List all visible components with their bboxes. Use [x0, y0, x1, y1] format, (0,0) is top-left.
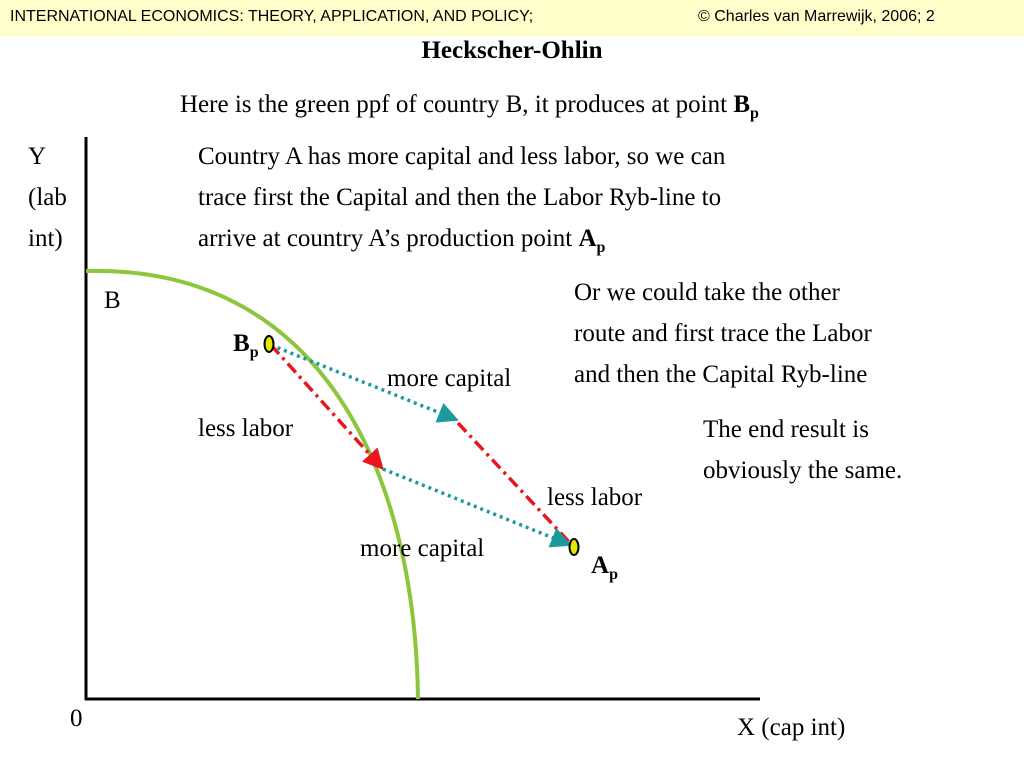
point-bp-label: [233, 329, 259, 362]
explanation-line-2: trace first the Capital and then the Labor Ryb-line to: [198, 184, 722, 211]
upper-less-labor-label: less labor: [198, 415, 294, 442]
y-axis-label-line-1: Y: [28, 143, 47, 170]
labor-ryb-line-left: [271, 345, 381, 467]
alternative-line-2: route and first trace the Labor: [574, 320, 872, 347]
point-bp-sub: p: [249, 344, 259, 361]
lower-less-labor-label: less labor: [547, 484, 643, 511]
slide-title: Heckscher-Ohlin: [421, 37, 603, 64]
point-ap-label: [591, 551, 618, 584]
upper-more-capital-label: more capital: [387, 365, 512, 392]
origin-label: 0: [70, 705, 83, 732]
point-bp-main: B: [233, 330, 250, 357]
explanation-point-sub: p: [596, 239, 606, 256]
x-axis-label: X (cap int): [737, 714, 846, 741]
y-axis-label-line-3: int): [28, 225, 63, 252]
conclusion-line-1: The end result is: [703, 416, 869, 443]
explanation-point-a: A: [578, 225, 597, 252]
point-ap-main: A: [591, 552, 610, 579]
lower-more-capital-label: more capital: [360, 535, 485, 562]
intro-point-b: B: [733, 91, 751, 118]
y-axis-label-line-2: (lab: [28, 184, 67, 211]
header-copyright: © Charles van Marrewijk, 2006; 2: [698, 8, 935, 25]
conclusion-line-2: obviously the same.: [703, 457, 903, 484]
intro-point-sub: p: [750, 105, 759, 122]
point-bp-marker: [265, 336, 274, 352]
alternative-line-3: and then the Capital Ryb-line: [574, 361, 868, 388]
capital-ryb-line-lower: [383, 469, 568, 544]
intro-sentence: Here is the green ppf of country B, it produces at point: [180, 91, 734, 118]
header-course-title: INTERNATIONAL ECONOMICS: THEORY, APPLICATION, AND POLICY;: [10, 8, 534, 25]
explanation-line-3-text: arrive at country A’s production point: [198, 225, 579, 252]
point-ap-marker: [570, 539, 579, 555]
alternative-line-1: Or we could take the other: [574, 279, 840, 306]
ppf-label-b: B: [104, 287, 121, 314]
point-ap-sub: p: [609, 566, 618, 583]
explanation-line-1: Country A has more capital and less labor, so we can: [198, 143, 726, 170]
